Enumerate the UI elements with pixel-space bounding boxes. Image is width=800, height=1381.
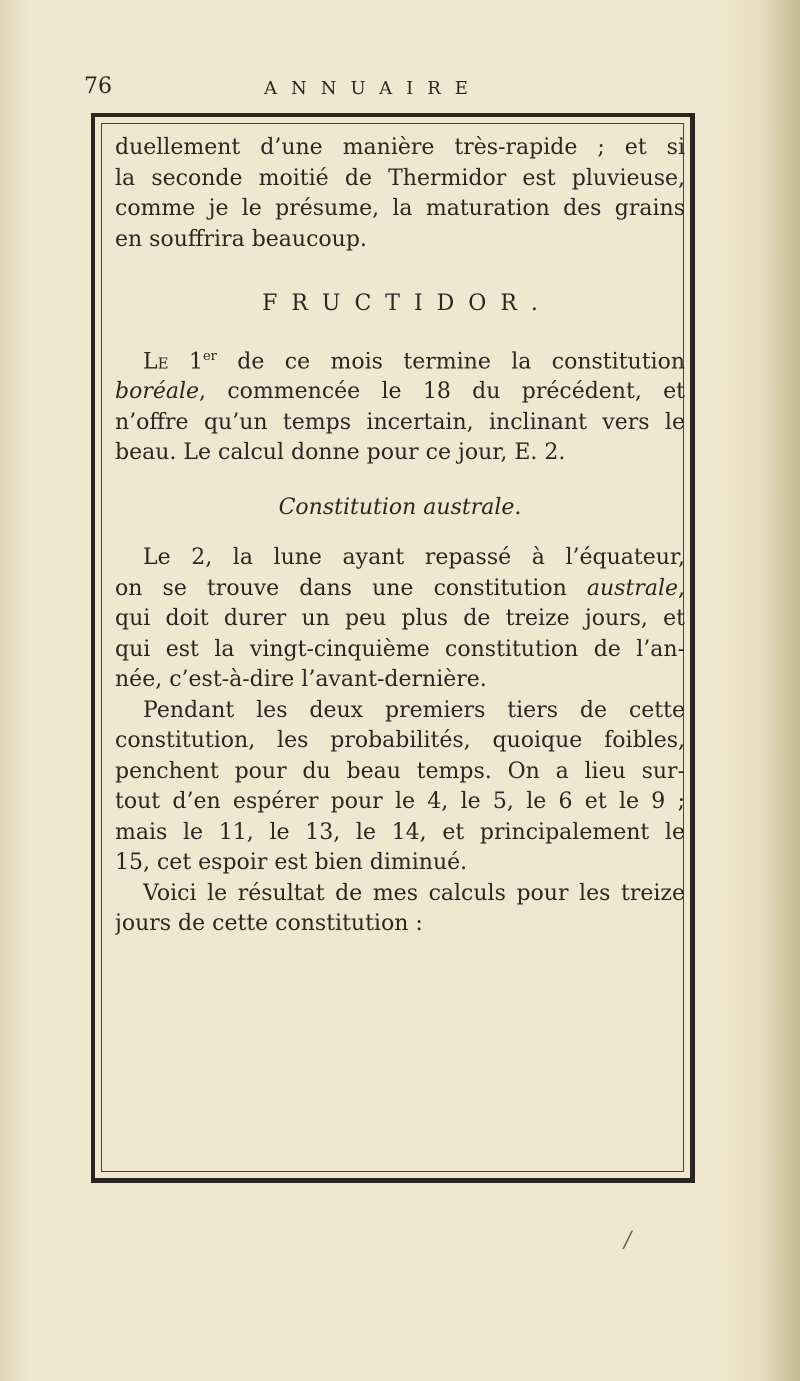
page-body [115,133,685,940]
text-line: 15, cet espoir est bien diminué. [115,850,468,876]
text-line: penchent pour du beau temps. On a lieu sur- [115,758,685,784]
text-fragment: , commencée le 18 du précédent, et [199,379,685,405]
paragraph-thermidor-end [115,133,685,255]
italic-term: boréale [115,379,200,405]
italic-term: australe [586,575,678,601]
text-fragment: de ce mois termine la constitution [237,348,685,374]
opening-word: Le [143,348,169,374]
text-line: tout d’en espérer pour le 4, le 5, le 6 et le 9 ; [115,789,685,815]
text-line [115,342,685,378]
month-heading: FRUCTIDOR. [262,291,552,316]
ordinal-superscript: er [202,348,217,364]
text-line: beau. Le calcul donne pour ce jour, E. 2. [115,440,566,466]
page-number: 76 [84,74,112,99]
text-line: Pendant les deux premiers tiers de cette [143,697,685,723]
paragraph-probabilities [115,696,685,879]
text-fragment: on se trouve dans une constitution [115,575,587,601]
page-header [84,74,704,104]
text-line: née, c’est-à-dire l’avant-dernière. [115,667,487,693]
paragraph-results-intro [115,879,685,940]
text-line [115,377,685,408]
text-fragment: , [678,575,685,601]
text-line: Voici le résultat de mes calculs pour les treize [143,880,685,906]
text-line: jours de cette constitution : [115,911,423,937]
running-head: ANNUAIRE [264,78,482,99]
text-line: qui doit durer un peu plus de treize jours, et [115,606,685,632]
text-line: la seconde moitié de Thermidor est pluvieuse, [115,165,685,191]
ink-mark: / [624,1228,632,1253]
paragraph-constitution-australe [115,543,685,696]
text-line: constitution, les probabilités, quoique foibles, [115,728,685,754]
ordinal-number: 1 [188,348,203,374]
section-heading: Constitution australe. [278,494,522,520]
text-line: comme je le présume, la maturation des grains [115,196,685,221]
text-line: mais le 11, le 13, le 14, et principalement le [115,819,685,845]
text-line: qui est la vingt-cinquième constitution de l’an- [115,636,685,662]
text-line [115,574,685,605]
text-line: n’offre qu’un temps incertain, inclinant vers le [115,409,685,435]
paragraph-fructidor-1 [115,342,685,469]
text-line: Le 2, la lune ayant repassé à l’équateur, [143,545,685,571]
text-line: en souffrira beaucoup. [115,226,367,252]
text-line: duellement d’une manière très-rapide ; et si [115,135,685,160]
